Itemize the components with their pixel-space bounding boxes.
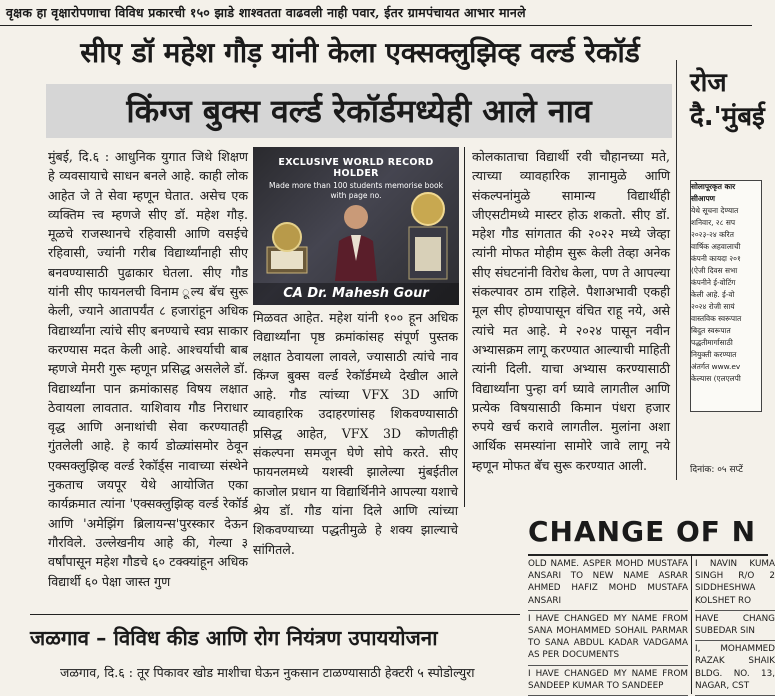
medal-icon: [403, 187, 453, 282]
classifieds-left-column: [528, 556, 688, 696]
notice-line: शनिवार, २८ सप: [691, 218, 736, 227]
classified-entry: I NAVIN KUMA SINGH R/O 2 SIDDHESHWA KOLSHET RO: [695, 556, 775, 611]
notice-line: कंपनी कायदा २०१: [691, 254, 741, 263]
classified-entry: I HAVE CHANGED MY NAME FROM SANDEEP KUMAR TO SANDEEP: [528, 666, 688, 696]
top-strip-text: वृक्षक हा वृक्षारोपणाचा विविध प्रकारची १५० झाडे शाश्वतता वाढवली नाही पवार, ईतर ग्रामपंचायत आभार मानले: [6, 5, 526, 20]
notice-line: (ऐजी दिवस सभा: [691, 266, 738, 275]
classified-entry: I, MOHAMMED RAZAK SHAIK BLDG. NO. 13, NAGAR, CST: [695, 641, 775, 696]
article-headline: सीए डॉ महेश गौड़ यांनी केला एक्सक्लुझिव्ह वर्ल्ड रेकॉर्ड: [80, 36, 640, 69]
classified-entry: HAVE CHANG SUBEDAR SIN: [695, 611, 775, 641]
notice-date: दिनांक: ०५ सप्टें: [690, 465, 743, 475]
notice-line: वार्षिक अहवालाची: [691, 242, 741, 251]
article-column-1: मुंबई, दि.६ : आधुनिक युगात जिथे शिक्षण हे व्यवसायाचे साधन बनले आहे. काही लोक आहेत जे ते सेवा म्हणून घेतात. असेच एक व्यक्तिम त्त्व म्हणजे सीए डॉ. महेश गौड़. मूळचे राजस्थानचे रहिवासी आणि वसईचे रहिवासी, ज्यांनी गरीब विद्यार्थ्यांनाही सीए बनवण्यासाठी पुढाकार घेतला. सीए गौड यांनी सीए फायनलची विनाम ूल्य बॅच सुरू केली, ज्याने आतापर्यंत ८ हजारांहून अधिक विद्यार्थ्यांना त्यांचे सीए बनण्याचे स्वप्न साकार करण्यास मदत केली आहे. आश्चर्याची बाब म्हणजे मेमरी गुरू म्हणून प्रसिद्ध असलेले डॉ. विद्यार्थ्यांना पान क्रमांकासह विषय लक्षात ठेवायला लावतात. याशिवाय गौड निराधार वृद्ध आणि अनाथांची सेवा करण्यातही गुंतलेली आहे. हे कार्य डोळ्यांसमोर ठेवून एक्सक्लुझिव्ह वर्ल्ड रेकॉर्ड्स नावाच्या संस्थेने नुकताच जयपूर येथे आयोजित एका कार्यक्रमात त्यांना 'एक्सक्लुझिव्ह वर्ल्ड रेकॉर्ड आणि 'अमेझिंग ब्रिलायन्स'पुरस्कार देऊन गौरविले. उल्लेखनीय आहे की, गेल्या ३ वर्षांपासून महेश गौडचे ६० टक्क्यांहून अधिक विद्यार्थी ६० पेक्षा जास्त गुण: [48, 149, 248, 589]
right-panel-title: [690, 66, 765, 136]
photo-badge-title: EXCLUSIVE WORLD RECORD HOLDER: [278, 157, 434, 179]
article-column-2: मिळवत आहेत. महेश यांनी १०० हून अधिक विद्यार्थ्यांना पृष्ठ क्रमांकांसह संपूर्ण पुस्तक लक्षात ठेवायला लावले, ज्यासाठी त्यांचे नाव किंग्ज बुक्स वर्ल्ड रेकॉर्डमध्ये देखील आले आहे. गौड त्यांच्या VFX 3D आणि व्यावहारिक उदाहरणांसह शिकवण्यासाठी प्रसिद्ध आहेत, VFX 3D कोणतीही संकल्पना समजून घेणे सोपे करते. सीए फायनलमध्ये यशस्वी झालेल्या मुंबईतील काजोल प्रधान या विद्यार्थिनीने आपल्या यशाचे श्रेय डॉ. गौड यांना दिले आणि त्यांच्या शिकवण्याच्या पद्धतीमुळे हे शक्य झाल्याचे सांगितले.: [253, 310, 458, 557]
classifieds-right-column: [695, 556, 775, 696]
classifieds-title: CHANGE OF N: [528, 515, 757, 548]
public-notice-box: [690, 180, 762, 412]
right-title-line-2: दै.'मुंबई: [690, 102, 765, 132]
classifieds-column-divider: [691, 556, 692, 694]
notice-line: सोलापूरकृत कार: [691, 182, 736, 191]
notice-line: नियुक्ती करण्यात: [691, 350, 737, 359]
classifieds-grid: [528, 556, 775, 694]
notice-line: २०२४ रोजी सायं: [691, 302, 735, 311]
notice-line: बिदुत स्वरूपात: [691, 326, 731, 335]
notice-line: सीआपण: [691, 194, 716, 203]
award-trophy-icon: [261, 217, 313, 277]
notice-line: केली आहे. ई-वो: [691, 290, 735, 299]
top-rule: [0, 25, 752, 26]
notice-line: अंतर्गत www.ev: [691, 362, 741, 371]
bottom-article-headline: जळगाव – विविध कीड आणि रोग नियंत्रण उपाययोजना: [30, 626, 438, 650]
classified-entry: OLD NAME. ASPER MOHD MUSTAFA ANSARI TO NEW NAME ASRAR AHMED HAFIZ MOHD MUSTAFA ANSARI: [528, 556, 688, 611]
article-subheadline: किंग्ज बुक्स वर्ल्ड रेकॉर्डमध्येही आले नाव: [126, 92, 592, 130]
notice-line: वास्तविक स्वरूपात: [691, 314, 742, 323]
photo-caption: CA Dr. Mahesh Gour: [253, 283, 459, 305]
notice-line: केल्यास (एलएलपी: [691, 374, 741, 383]
bottom-article-text: जळगाव, दि.६ : तूर पिकावर खोड माशीचा घेऊन नुकसान टाळण्यासाठी हेक्टरी ५ स्पोडोल्युरा: [60, 665, 475, 680]
notice-line: पद्धतीमार्गासाठी: [691, 338, 733, 347]
person-portrait-icon: [331, 201, 381, 281]
classified-entry: I HAVE CHANGED MY NAME FROM SANA MOHAMMED SOHAIL PARMAR TO SANA ABDUL KADAR VADGAMA AS PER DOCUMENTS: [528, 611, 688, 666]
bottom-section-rule: [30, 614, 520, 615]
right-title-line-1: रोज: [690, 68, 727, 98]
column-divider: [464, 147, 465, 507]
notice-line: २०२३-२४ करित: [691, 230, 734, 239]
article-column-3: कोलकाताचा विद्यार्थी रवी चौहानच्या मते, त्याच्या व्यावहारिक ज्ञानामुळे आणि संकल्पनांमुळे सामान्य विद्यार्थीही जीएसटीमध्ये मास्टर होऊ शकतो. सीए डॉ. महेश गौड सांगतात की २०२२ मध्ये जेव्हा त्यांनी मोफत मोहीम सुरू केली तेव्हा अनेक सीए संघटनांनी विरोध केला, पण ते आपल्या संकल्पावर ठाम राहिले. पैशाअभावी एकही मूल सीए होण्यापासून वंचित राहू नये, असे त्यांचे मत आहे. मे २०२४ पासून नवीन अभ्यासक्रम लागू करण्यात आल्याची माहिती त्यांनी दिली. याचा अभ्यास करण्यासाठी विद्यार्थ्यांना पुन्हा वर्ग घ्यावे लागतील आणि प्रत्येक विषयासाठी किमान पंधरा हजार रुपये खर्च करावे लागतील. मुलांना अशा आर्थिक समस्यांना सामोरे जावे लागू नये म्हणून मोफत बॅच सुरू करण्यात आली.: [472, 149, 670, 473]
article-photo: [253, 147, 459, 305]
notice-line: कंपनीने ई-वोटिंग: [691, 278, 736, 287]
notice-line: येथे सूचना देण्यात: [691, 206, 739, 215]
photo-badge-subtitle: Made more than 100 students memorise book with page no.: [269, 181, 443, 200]
